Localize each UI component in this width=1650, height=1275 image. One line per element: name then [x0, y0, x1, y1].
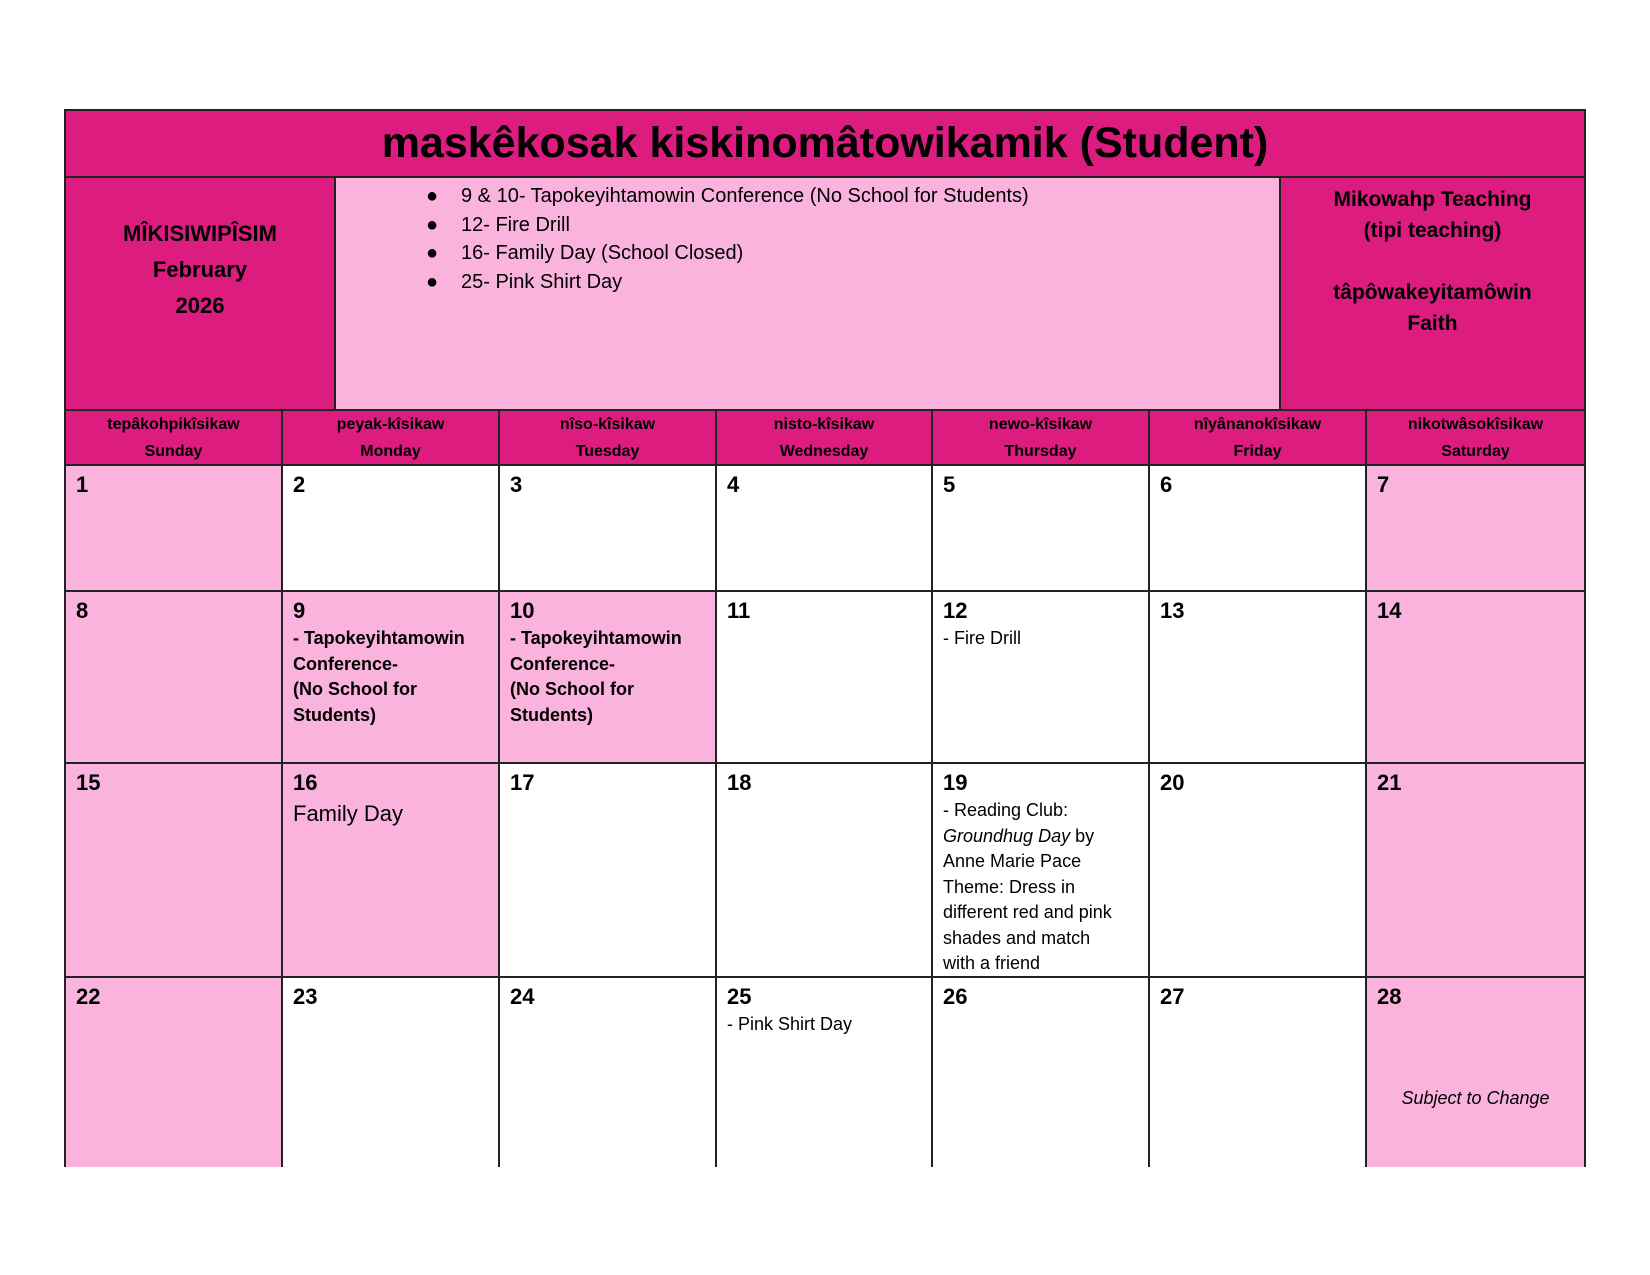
calendar-title: maskêkosak kiskinomâtowikamik (Student) — [66, 111, 1584, 178]
day-cell — [1367, 466, 1584, 592]
day-cell — [1150, 466, 1367, 592]
month-cree: MÎKISIWIPÎSIM — [123, 221, 277, 246]
event-text: - Reading Club: — [943, 800, 1069, 820]
teaching-subtitle: (tipi teaching) — [1363, 219, 1502, 242]
day-number: 4 — [727, 472, 740, 497]
day-number: 23 — [293, 984, 318, 1009]
day-number: 22 — [76, 984, 101, 1009]
event-text: - Fire Drill — [943, 628, 1021, 648]
day-number: 15 — [76, 770, 101, 795]
calendar — [64, 109, 1586, 1167]
event-text: - Tapokeyihtamowin — [293, 628, 465, 648]
teaching-english-word: Faith — [1407, 312, 1458, 335]
highlight-item: ● 16- Family Day (School Closed) — [336, 239, 1279, 268]
day-cell — [1150, 764, 1367, 978]
event-text: Family Day — [293, 801, 404, 826]
day-number: 20 — [1160, 770, 1185, 795]
event-text: Groundhug Day by — [943, 825, 1095, 846]
day-number: 27 — [1160, 984, 1185, 1009]
highlight-item: ● 25- Pink Shirt Day — [336, 268, 1279, 297]
day-cell — [717, 592, 933, 764]
day-cell — [1367, 978, 1584, 1167]
day-number: 3 — [510, 472, 523, 497]
teaching-panel — [1279, 178, 1584, 411]
day-number: 5 — [943, 472, 956, 497]
day-cell — [283, 764, 500, 978]
event-text: shades and match — [943, 927, 1091, 948]
month-year: 2026 — [175, 293, 225, 318]
calendar-grid — [66, 409, 1584, 1165]
day-cell — [283, 466, 500, 592]
subject-to-change-note: Subject to Change — [1401, 1088, 1550, 1108]
day-number: 9 — [293, 598, 306, 623]
weekday-header-monday: peyak-kîsikaw Monday — [283, 411, 500, 466]
highlight-item: ● 12- Fire Drill — [336, 211, 1279, 240]
day-number: 28 — [1377, 984, 1402, 1009]
event-text: - Tapokeyihtamowin — [510, 628, 682, 648]
day-cell — [283, 592, 500, 764]
event-text: (No School for — [510, 679, 634, 699]
day-cell — [66, 466, 283, 592]
weekday-header-thursday: newo-kîsikaw Thursday — [933, 411, 1150, 466]
day-number: 13 — [1160, 598, 1185, 623]
event-text: Students) — [510, 704, 593, 725]
day-cell — [933, 466, 1150, 592]
event-text: different red and pink — [943, 902, 1112, 922]
bullet-icon: ● — [426, 213, 439, 236]
day-number: 21 — [1377, 770, 1402, 795]
day-number: 2 — [293, 472, 306, 497]
weekday-header-tuesday: nîso-kîsikaw Tuesday — [500, 411, 717, 466]
day-cell — [66, 592, 283, 764]
day-number: 17 — [510, 770, 535, 795]
day-number: 19 — [943, 770, 968, 795]
day-number: 1 — [76, 472, 89, 497]
event-text: Students) — [293, 704, 376, 725]
day-cell — [500, 466, 717, 592]
day-number: 16 — [293, 770, 318, 795]
event-text: Theme: Dress in — [943, 876, 1076, 897]
month-panel — [66, 178, 336, 411]
event-text: Anne Marie Pace — [943, 851, 1082, 871]
weekday-header-wednesday: nisto-kîsikaw Wednesday — [717, 411, 933, 466]
day-cell — [500, 764, 717, 978]
day-number: 24 — [510, 984, 535, 1009]
book-title: Groundhug Day — [943, 825, 1071, 846]
weekday-header-friday: nîyânanokîsikaw Friday — [1150, 411, 1367, 466]
highlights-panel — [336, 178, 1279, 411]
bullet-icon: ● — [426, 242, 439, 264]
day-cell — [500, 978, 717, 1167]
day-number: 25 — [727, 984, 752, 1009]
highlight-item: ● 9 & 10- Tapokeyihtamowin Conference (No School for Students) — [336, 182, 1279, 211]
day-cell — [1150, 978, 1367, 1167]
day-number: 12 — [943, 598, 968, 623]
day-cell — [1367, 592, 1584, 764]
day-cell — [500, 592, 717, 764]
day-number: 26 — [943, 984, 968, 1009]
day-number: 11 — [727, 598, 751, 623]
day-cell — [933, 764, 1150, 978]
event-text: - Pink Shirt Day — [727, 1014, 853, 1034]
day-cell — [283, 978, 500, 1167]
weekday-header-sunday: tepâkohpikîsikaw Sunday — [66, 411, 283, 466]
day-cell — [1367, 764, 1584, 978]
highlights-list — [336, 178, 1279, 296]
day-cell — [717, 978, 933, 1167]
bullet-icon: ● — [426, 270, 439, 293]
event-text: (No School for — [293, 679, 417, 699]
event-text: Conference- — [293, 653, 399, 674]
day-cell — [933, 978, 1150, 1167]
month-english: February — [152, 257, 248, 282]
day-number: 7 — [1377, 472, 1390, 497]
day-cell — [66, 764, 283, 978]
event-text: with a friend — [943, 953, 1041, 973]
weekday-header-saturday: nikotwâsokîsikaw Saturday — [1367, 411, 1584, 466]
bullet-icon: ● — [426, 185, 439, 207]
day-number: 18 — [727, 770, 752, 795]
event-text: Conference- — [510, 653, 616, 674]
day-number: 8 — [76, 598, 89, 623]
teaching-title: Mikowahp Teaching — [1333, 188, 1532, 211]
day-number: 14 — [1377, 598, 1402, 623]
day-number: 10 — [510, 598, 535, 623]
day-cell — [933, 592, 1150, 764]
teaching-cree-word: tâpôwakeyitamôwin — [1333, 281, 1532, 304]
day-cell — [717, 764, 933, 978]
day-cell — [1150, 592, 1367, 764]
day-cell — [717, 466, 933, 592]
day-number: 6 — [1160, 472, 1173, 497]
day-cell — [66, 978, 283, 1167]
